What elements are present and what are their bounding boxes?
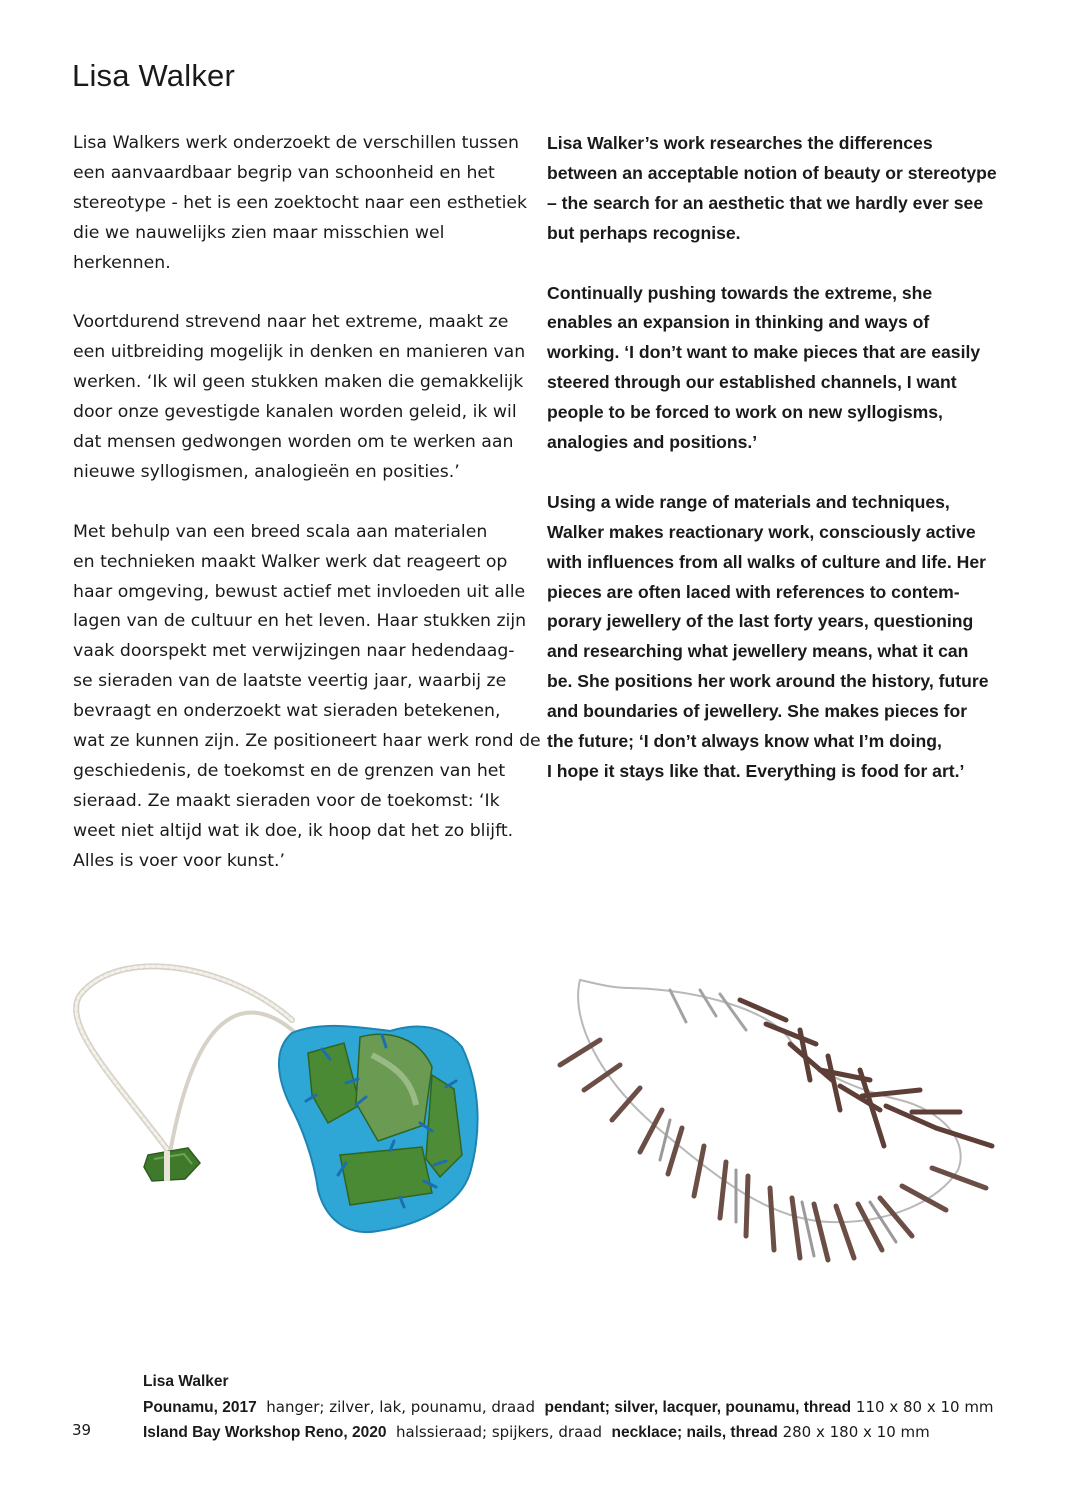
english-paragraph-3	[547, 488, 1017, 787]
text-line: porary jewellery of the last forty years, questioning	[547, 611, 974, 632]
text-line: vaak doorspekt met verwijzingen naar hedendaag-	[73, 641, 515, 662]
text-line: pieces are often laced with references to contem-	[547, 581, 960, 602]
english-paragraph-2	[547, 279, 1017, 458]
work-2-title: Island Bay Workshop Reno, 2020	[143, 1424, 387, 1441]
text-line: wat ze kunnen zijn. Ze positioneert haar werk rond de	[73, 731, 541, 752]
work-1-dims: 110 x 80 x 10 mm	[855, 1397, 994, 1416]
necklace-photo	[540, 960, 1020, 1280]
text-line: steered through our established channels, I want	[547, 372, 957, 393]
text-line: en technieken maakt Walker werk dat reageert op	[73, 551, 508, 572]
caption-work-1	[143, 1395, 994, 1421]
text-line: the future; ‘I don’t always know what I’m doing,	[547, 731, 942, 752]
text-line: dat mensen gedwongen worden om te werken aan	[73, 432, 514, 453]
text-line: een uitbreiding mogelijk in denken en manieren van	[73, 342, 526, 363]
text-line: Walker makes reactionary work, consciously active	[547, 521, 976, 542]
caption-artist: Lisa Walker	[143, 1373, 229, 1390]
photo-caption	[143, 1370, 994, 1446]
dutch-paragraph-2	[73, 308, 537, 487]
text-line: door onze gevestigde kanalen worden geleid, ik wil	[73, 402, 517, 423]
text-line: Lisa Walker’s work researches the differences	[547, 133, 933, 153]
text-line: Alles is voer voor kunst.’	[73, 850, 285, 871]
page-number: 39	[72, 1421, 92, 1439]
text-line: – the search for an aesthetic that we hardly ever see	[547, 192, 984, 213]
text-line: nieuwe syllogismen, analogieën en posities.’	[73, 461, 460, 482]
text-line: I hope it stays like that. Everything is food for art.’	[547, 761, 965, 781]
dutch-text-column	[73, 129, 541, 907]
text-line: Met behulp van een breed scala aan materialen	[73, 521, 488, 542]
dutch-paragraph-1	[73, 129, 537, 279]
text-line: analogies and positions.’	[547, 432, 758, 453]
text-line: Voortdurend strevend naar het extreme, maakt ze	[73, 312, 509, 333]
dutch-paragraph-3	[73, 518, 541, 877]
text-line: between an acceptable notion of beauty or stereotype	[547, 162, 997, 183]
page-title: Lisa Walker	[72, 58, 235, 93]
text-line: se sieraden van de laatste veertig jaar, waarbij ze	[73, 671, 507, 692]
text-line: Using a wide range of materials and techniques,	[547, 491, 950, 512]
text-line: and researching what jewellery means, what it can	[547, 641, 969, 662]
text-line: herkennen.	[73, 252, 171, 273]
text-line: werken. ‘Ik wil geen stukken maken die gemakkelijk	[73, 372, 524, 393]
work-2-nl: halssieraad; spijkers, draad	[396, 1423, 602, 1441]
text-line: bevraagt en onderzoekt wat sieraden betekenen,	[73, 701, 501, 722]
work-2-en: necklace; nails, thread	[611, 1424, 778, 1441]
text-line: but perhaps recognise.	[547, 222, 741, 243]
text-line: weet niet altijd wat ik doe, ik hoop dat het zo blijft.	[73, 820, 514, 841]
english-paragraph-1	[547, 129, 1017, 249]
text-line: be. She positions her work around the history, future	[547, 671, 989, 692]
text-line: een aanvaardbaar begrip van schoonheid en het	[73, 162, 495, 183]
english-text-column	[547, 129, 1017, 817]
caption-work-2	[143, 1420, 994, 1446]
text-line: and boundaries of jewellery. She makes pieces for	[547, 701, 968, 722]
text-line: stereotype - het is een zoektocht naar een esthetiek	[73, 192, 528, 213]
work-1-en: pendant; silver, lacquer, pounamu, thread	[544, 1398, 852, 1416]
text-line: Continually pushing towards the extreme, she	[547, 282, 933, 303]
text-line: people to be forced to work on new syllogisms,	[547, 402, 943, 423]
text-line: with influences from all walks of culture and life. Her	[547, 551, 986, 572]
text-line: haar omgeving, bewust actief met invloeden uit alle	[73, 581, 526, 602]
pendant-photo	[60, 955, 540, 1265]
work-1-title: Pounamu, 2017	[143, 1398, 257, 1416]
text-line: die we nauwelijks zien maar misschien wel	[73, 222, 445, 243]
text-line: geschiedenis, de toekomst en de grenzen van het	[73, 761, 506, 781]
work-1-nl: hanger; zilver, lak, pounamu, draad	[266, 1397, 535, 1416]
text-line: Lisa Walkers werk onderzoekt de verschillen tussen	[73, 133, 519, 153]
text-line: enables an expansion in thinking and ways of	[547, 312, 930, 333]
work-2-dims: 280 x 180 x 10 mm	[782, 1423, 930, 1441]
text-line: working. ‘I don’t want to make pieces that are easily	[547, 342, 981, 363]
text-line: lagen van de cultuur en het leven. Haar stukken zijn	[73, 611, 527, 632]
text-line: sieraad. Ze maakt sieraden voor de toekomst: ‘Ik	[73, 790, 500, 811]
